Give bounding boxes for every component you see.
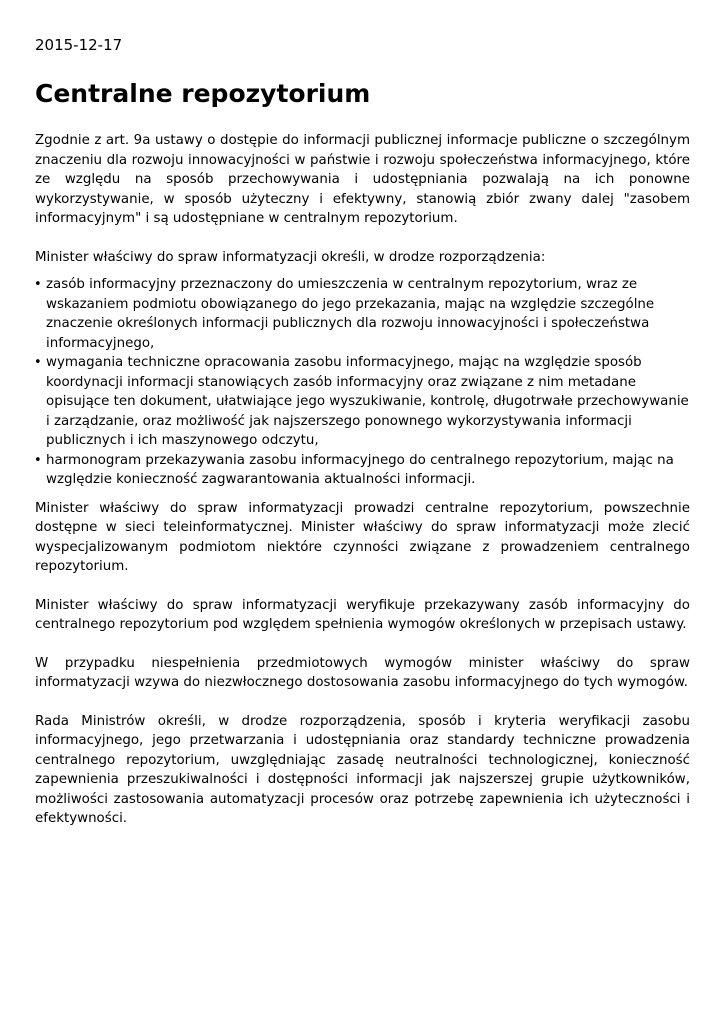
paragraph-repository-operation: Minister właściwy do spraw informatyzacji prowadzi centralne repozytorium, powszechnie dostępne w sieci teleinformatycznej. Minister właściwy do spraw informatyzacji może zlecić wyspecjalizowanym podmiotom niektóre czynności związane z prowadzeniem centralnego repozytorium. <box>35 500 690 574</box>
document-page <box>35 35 690 848</box>
paragraph-noncompliance: W przypadku niespełnienia przedmiotowych wymogów minister właściwy do spraw informatyzacji wzywa do niezwłocznego dostosowania zasobu informacyjnego do tych wymogów. <box>35 655 690 690</box>
list-item <box>35 451 690 490</box>
bullet-icon: • <box>34 355 42 370</box>
list-item <box>35 353 690 451</box>
document-date: 2015-12-17 <box>35 36 123 54</box>
list-item-text: zasób informacyjny przeznaczony do umieszczenia w centralnym repozytorium, wraz ze wskazaniem podmiotu obowiązanego do jego przekazania, mając na względzie szczególne znaczenie określonych informacji publicznych dla rozwoju innowacyjności i społeczeństwa informacyjnego, <box>46 277 655 351</box>
list-item-text: harmonogram przekazywania zasobu informacyjnego do centralnego repozytorium, mając na względzie konieczność zagwarantowania aktualności informacji. <box>46 452 674 487</box>
list-item <box>35 275 690 353</box>
page-title: Centralne repozytorium <box>35 79 371 108</box>
bullet-icon: • <box>34 452 42 468</box>
bullet-list <box>35 275 690 490</box>
paragraph-intro: Zgodnie z art. 9a ustawy o dostępie do informacji publicznej informacje publiczne o szczególnym znaczeniu dla rozwoju innowacyjności w państwie i rozwoju społeczeństwa informacyjnego, które ze względu na sposób przechowywania i udostępniania pozwalają na ich ponowne wykorzystywanie, w sposób użyteczny i efektywny, stanowią zbiór zwany dalej "zasobem informacyjnym" i są udostępniane w centralnym repozytorium. <box>35 133 690 226</box>
list-item-text: wymagania techniczne opracowania zasobu informacyjnego, mając na względzie sposób koordynacji informacji stanowiących zasób informacyjny oraz związane z nim metadane opisujące ten dokument, ułatwiające jego wyszukiwanie, kontrolę, długotrwałe przechowywanie i zarządzanie, oraz możliwość jak najszerszego ponownego wykorzystywania informacji publicznych i ich maszynowego odczytu, <box>46 355 689 448</box>
bullet-icon: • <box>34 277 42 292</box>
paragraph-verification: Minister właściwy do spraw informatyzacji weryfikuje przekazywany zasób informacyjny do centralnego repozytorium pod względem spełnienia wymogów określonych w przepisach ustawy. <box>35 597 690 632</box>
paragraph-list-lead: Minister właściwy do spraw informatyzacji określi, w drodze rozporządzenia: <box>35 249 546 265</box>
paragraph-council-regulation: Rada Ministrów określi, w drodze rozporządzenia, sposób i kryteria weryfikacji zasobu informacyjnego, jego przetwarzania i udostępniania oraz standardy techniczne prowadzenia centralnego repozytorium, uwzględniając zasadę neutralności technologicznej, konieczność zapewnienia przeszukiwalności i dostępności informacji jak najszerszej grupie użytkowników, możliwości zastosowania automatyzacji procesów oraz potrzebę zapewnienia ich użyteczności i efektywności. <box>35 713 690 826</box>
